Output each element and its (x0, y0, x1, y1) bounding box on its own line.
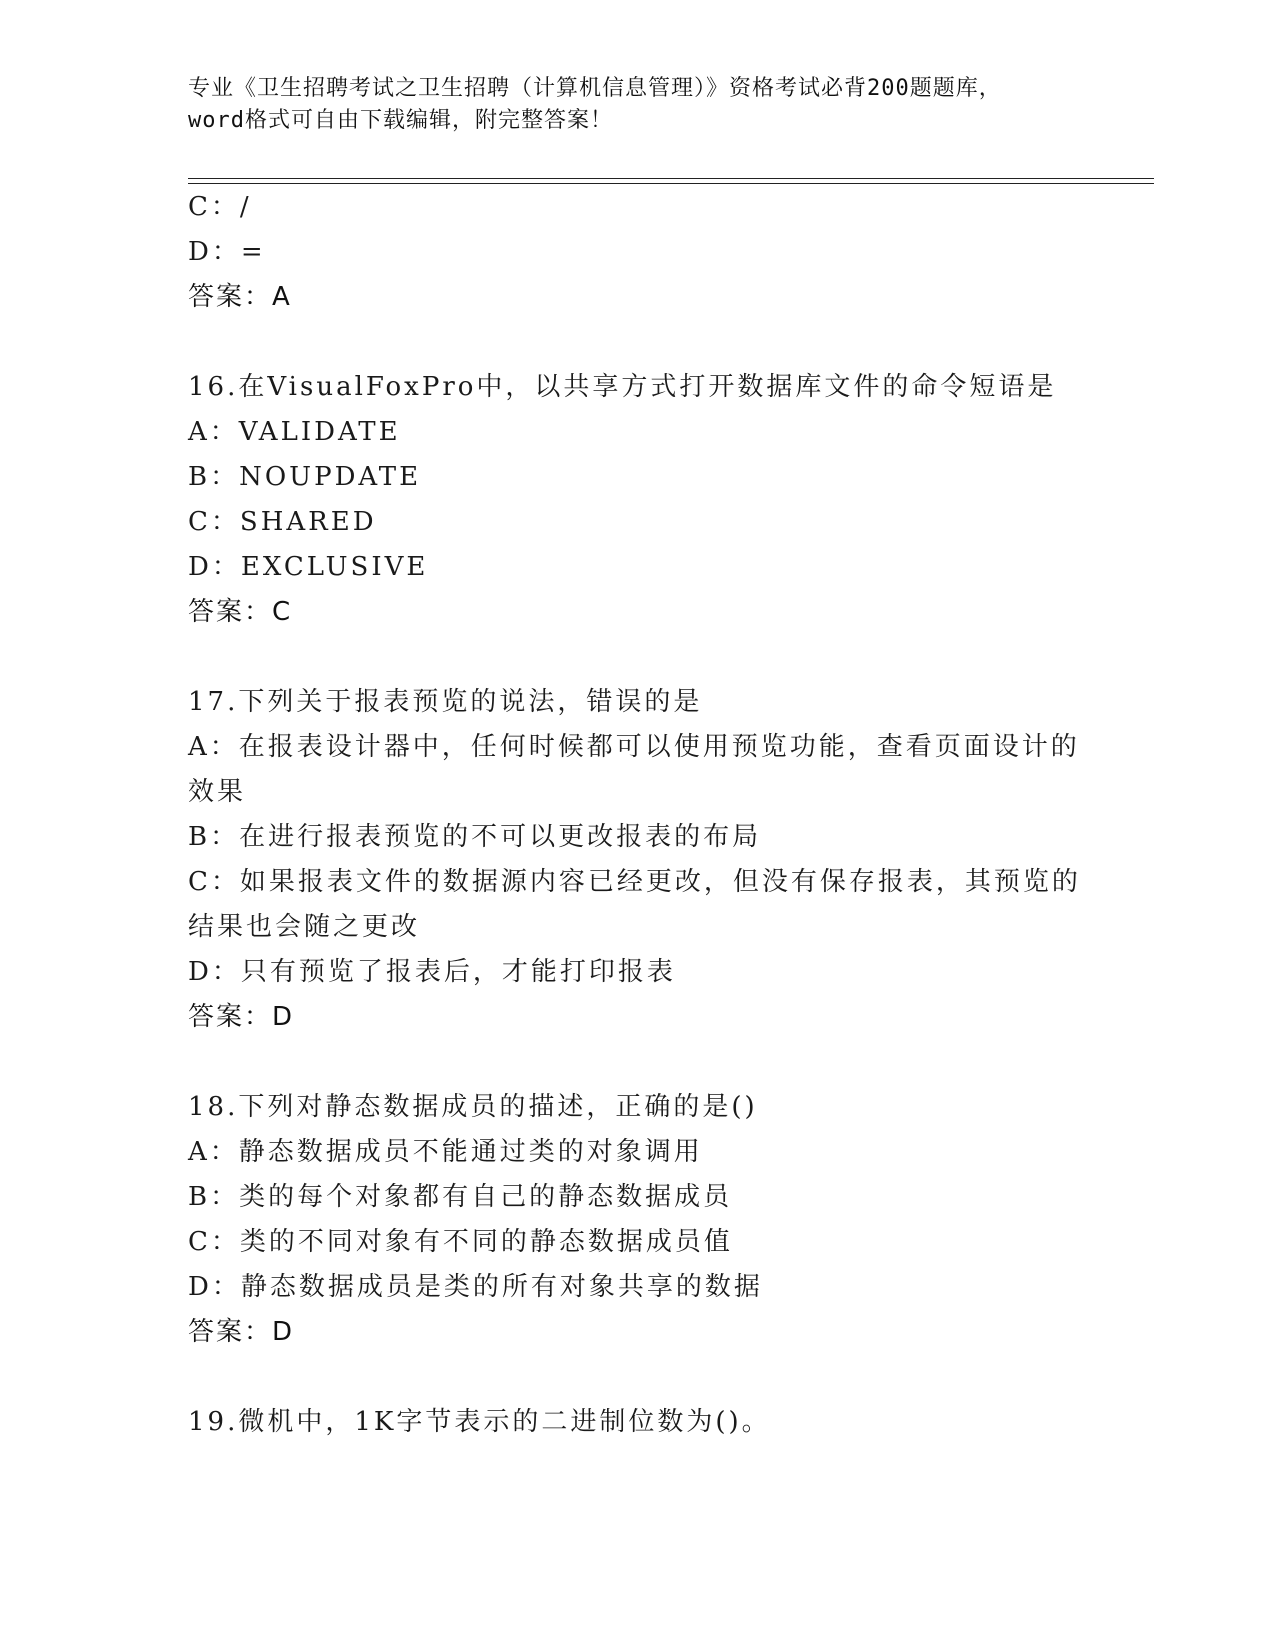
question-16-option-a: A：VALIDATE (188, 417, 401, 447)
document-header (188, 73, 1088, 137)
header-divider-bottom (188, 183, 1154, 184)
question-17-option-b: B：在进行报表预览的不可以更改报表的布局 (188, 822, 762, 852)
question-19-stem: 19.微机中，1K字节表示的二进制位数为()。 (188, 1407, 771, 1437)
question-18-option-b: B：类的每个对象都有自己的静态数据成员 (188, 1182, 733, 1212)
question-16-answer: 答案：C (188, 597, 293, 627)
question-18-option-c: C：类的不同对象有不同的静态数据成员值 (188, 1227, 733, 1257)
header-divider-top (188, 178, 1154, 179)
header-title-line-1: 专业《卫生招聘考试之卫生招聘（计算机信息管理）》资格考试必背200题题库， (188, 76, 1002, 101)
question-17-answer: 答案：D (188, 1002, 295, 1032)
prev-question-option-d: D：= (188, 237, 266, 267)
question-16-option-d: D：EXCLUSIVE (188, 552, 429, 582)
question-18-option-a: A：静态数据成员不能通过类的对象调用 (188, 1137, 703, 1167)
question-18-answer: 答案：D (188, 1317, 295, 1347)
header-title-line-2: word格式可自由下载编辑，附完整答案！ (188, 108, 613, 133)
question-17-option-a-line-1: A：在报表设计器中，任何时候都可以使用预览功能，查看页面设计的 (188, 732, 1080, 762)
question-16-option-b: B：NOUPDATE (188, 462, 422, 492)
question-17-stem: 17.下列关于报表预览的说法，错误的是 (188, 687, 703, 717)
question-17-option-a-line-2: 效果 (188, 777, 247, 807)
prev-question-option-c: C：/ (188, 192, 252, 222)
prev-question-answer: 答案：A (188, 282, 292, 312)
question-16-stem: 16.在VisualFoxPro中，以共享方式打开数据库文件的命令短语是 (188, 372, 1057, 402)
question-17-option-d: D：只有预览了报表后，才能打印报表 (188, 957, 676, 987)
question-17-option-c-line-1: C：如果报表文件的数据源内容已经更改，但没有保存报表，其预览的 (188, 867, 1081, 897)
question-18-stem: 18.下列对静态数据成员的描述，正确的是() (188, 1092, 758, 1122)
question-18-option-d: D：静态数据成员是类的所有对象共享的数据 (188, 1272, 763, 1302)
question-17-option-c-line-2: 结果也会随之更改 (188, 912, 421, 942)
question-16-option-c: C：SHARED (188, 507, 377, 537)
